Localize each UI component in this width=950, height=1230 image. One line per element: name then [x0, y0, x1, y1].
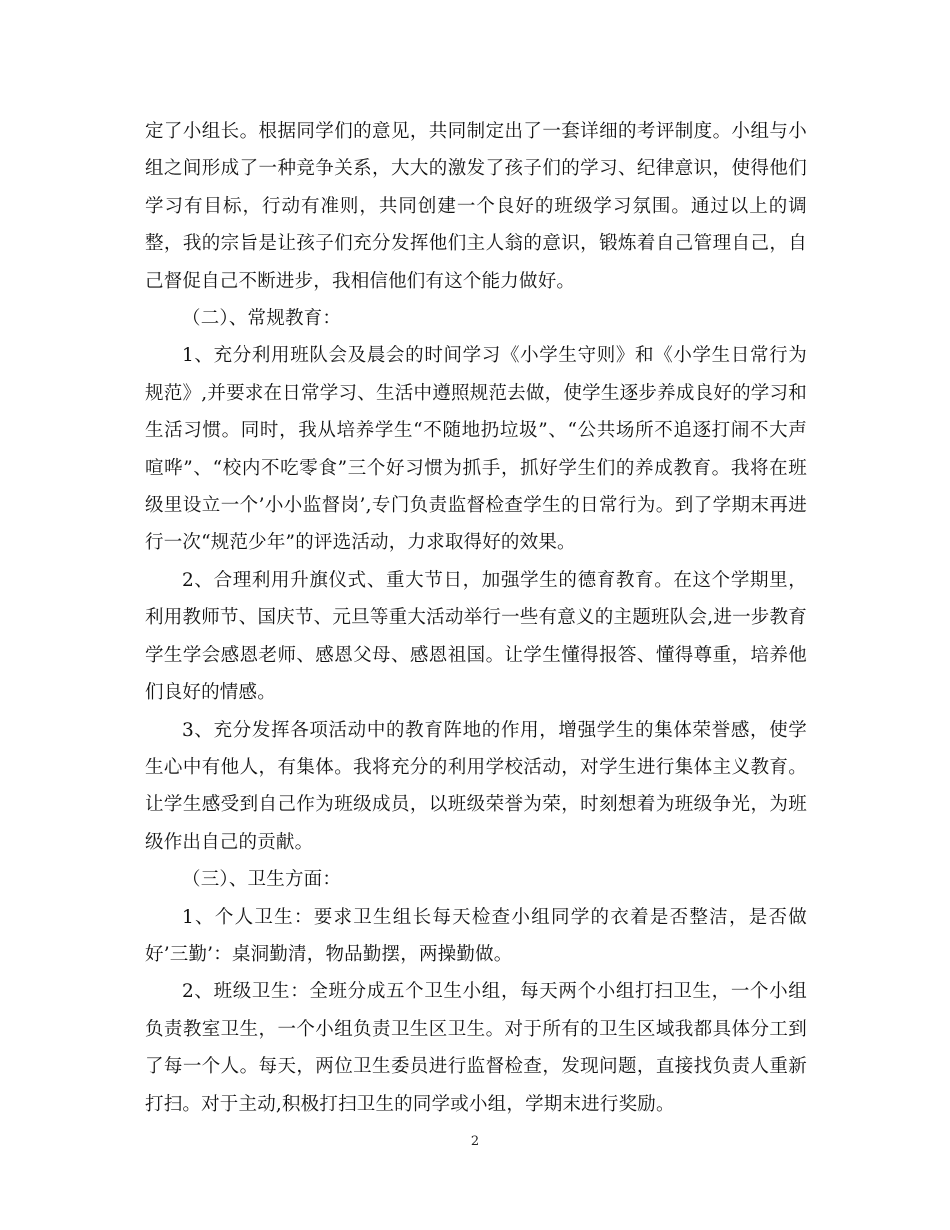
paragraph-routine-item-3: 3、充分发挥各项活动中的教育阵地的作用，增强学生的集体荣誉感，使学生心中有他人，有集体。我将充分的利用学校活动，对学生进行集体主义教育。让学生感受到自己作为班级成员，以班级荣誉为荣，时刻想着为班级争光，为班级作出自己的贡献。: [145, 719, 807, 853]
paragraph-hygiene-item-2: 2、班级卫生：全班分成五个卫生小组，每天两个小组打扫卫生，一个小组负责教室卫生，一个小组负责卫生区卫生。对于所有的卫生区域我都具体分工到了每一个人。每天，两位卫生委员进行监督检查，发现问题，直接找负责人重新打扫。对于主动,积极打扫卫生的同学或小组，学期末进行奖励。: [145, 981, 807, 1115]
document-body: [145, 113, 807, 1123]
section-heading-routine-education: （二）、常规教育：: [182, 308, 342, 330]
paragraph-continuation: 定了小组长。根据同学们的意见，共同制定出了一套详细的考评制度。小组与小组之间形成了一种竞争关系，大大的激发了孩子们的学习、纪律意识，使得他们学习有目标，行动有准则，共同创建一个良好的班级学习氛围。通过以上的调整，我的宗旨是让孩子们充分发挥他们主人翁的意识，锻炼着自己管理自己，自己督促自己不断进步，我相信他们有这个能力做好。: [145, 121, 807, 292]
paragraph-routine-item-1: 1、充分利用班队会及晨会的时间学习《小学生守则》和《小学生日常行为规范》,并要求在日常学习、生活中遵照规范去做，使学生逐步养成良好的学习和生活习惯。同时，我从培养学生“不随地扔垃圾”、“公共场所不追逐打闹不大声喧哗”、“校内不吃零食”三个好习惯为抓手，抓好学生们的养成教育。我将在班级里设立一个’小小监督岗’,专门负责监督检查学生的日常行为。到了学期末再进行一次“规范少年”的评选活动，力求取得好的效果。: [145, 345, 807, 554]
page-number: 2: [470, 1134, 480, 1149]
section-heading-hygiene: （三）、卫生方面：: [182, 869, 342, 891]
paragraph-routine-item-2: 2、合理利用升旗仪式、重大节日，加强学生的德育教育。在这个学期里，利用教师节、国庆节、元旦等重大活动举行一些有意义的主题班队会,进一步教育学生学会感恩老师、感恩父母、感恩祖国。让学生懂得报答、懂得尊重，培养他们良好的情感。: [145, 569, 807, 704]
paragraph-hygiene-item-1: 1、个人卫生：要求卫生组长每天检查小组同学的衣着是否整洁，是否做好’三勤’：桌洞勤清，物品勤摆，两操勤做。: [145, 906, 807, 965]
